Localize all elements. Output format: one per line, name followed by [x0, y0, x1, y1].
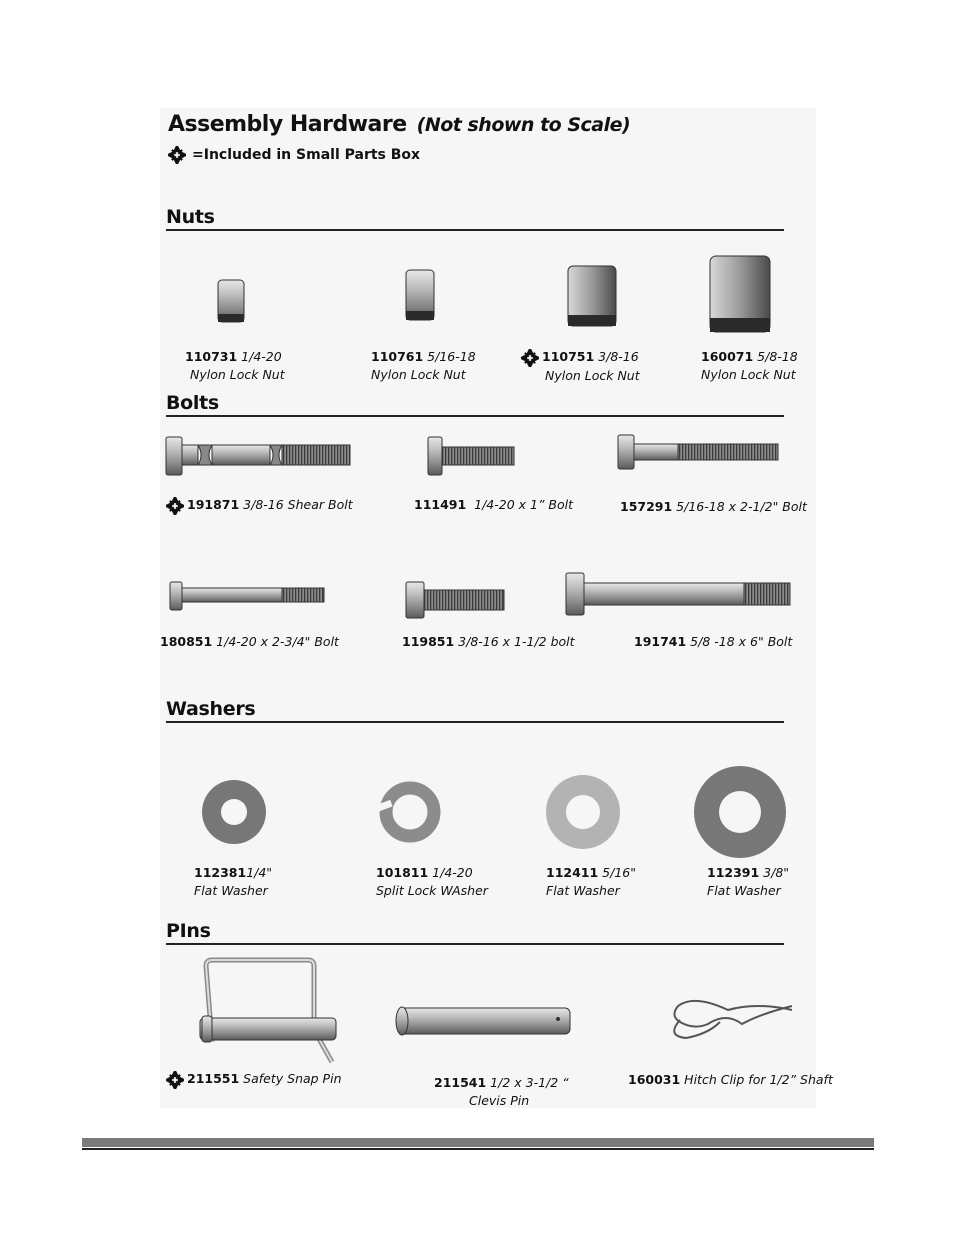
small-parts-star-icon	[168, 146, 186, 164]
pin-160031-image	[674, 1001, 792, 1038]
nut-caption-110761: 110761 5/16-18 Nylon Lock Nut	[371, 349, 476, 382]
small-parts-star-icon	[166, 497, 184, 515]
washer-caption-112411: 112411 5/16" Flat Washer	[546, 865, 636, 898]
washer-caption-101811: 101811 1/4-20 Split Lock WAsher	[376, 865, 488, 898]
nut-caption-110731: 110731 1/4-20 Nylon Lock Nut	[185, 349, 285, 382]
pin-images	[160, 950, 816, 1070]
washer-112411-image	[546, 775, 620, 849]
section-heading-pins: PIns	[166, 920, 784, 945]
bolt-caption-111491: 111491 1/4-20 x 1” Bolt	[414, 497, 574, 512]
pin-211541-image	[396, 1007, 570, 1035]
bolt-caption-157291: 157291 5/16-18 x 2-1/2" Bolt	[620, 499, 807, 514]
bolt-180851-image	[170, 582, 324, 610]
bolt-119851-image	[406, 582, 504, 618]
footer-rule	[82, 1138, 874, 1147]
pin-211551-image	[200, 960, 336, 1062]
nut-images	[160, 240, 816, 350]
washer-caption-112391: 112391 3/8" Flat Washer	[707, 865, 790, 898]
section-heading-nuts: Nuts	[166, 206, 784, 231]
legend	[168, 146, 420, 164]
bolt-caption-191871: 191871 3/8-16 Shear Bolt	[166, 496, 353, 515]
small-parts-star-icon	[166, 1071, 184, 1089]
bolt-191871-image	[166, 437, 350, 475]
nut-caption-160071: 160071 5/8-18 Nylon Lock Nut	[701, 349, 798, 382]
pin-caption-211551: 211551 Safety Snap Pin	[166, 1070, 342, 1089]
bolt-caption-119851: 119851 3/8-16 x 1-1/2 bolt	[402, 634, 575, 649]
washer-112381-image	[202, 780, 266, 844]
bolt-images	[160, 425, 816, 625]
washer-images	[160, 760, 816, 870]
nut-160071-image	[710, 256, 770, 332]
washer-112391-image	[694, 766, 786, 858]
nut-110731-image	[218, 280, 244, 322]
nut-110751-image	[568, 266, 616, 326]
bolt-111491-image	[428, 437, 514, 475]
legend-text: =Included in Small Parts Box	[192, 147, 421, 163]
page-subtitle: (Not shown to Scale)	[416, 114, 631, 136]
bolt-caption-180851: 180851 1/4-20 x 2-3/4" Bolt	[160, 634, 339, 649]
pin-caption-211541: 211541 1/2 x 3-1/2 “ Clevis Pin	[434, 1075, 569, 1108]
washer-caption-112381: 1123811/4" Flat Washer	[194, 865, 273, 898]
nut-110761-image	[406, 270, 434, 320]
footer-rule-shadow	[82, 1148, 874, 1150]
section-heading-washers: Washers	[166, 698, 784, 723]
bolt-157291-image	[618, 435, 778, 469]
washer-101811-image	[377, 788, 434, 836]
nut-caption-110751: 110751 3/8-16 Nylon Lock Nut	[521, 348, 640, 385]
bolt-caption-191741: 191741 5/8 -18 x 6" Bolt	[634, 634, 793, 649]
pin-caption-160031: 160031 Hitch Clip for 1/2” Shaft	[628, 1072, 833, 1087]
bolt-191741-image	[566, 573, 790, 615]
page-title: Assembly Hardware (Not shown to Scale)	[168, 112, 631, 137]
section-heading-bolts: Bolts	[166, 392, 784, 417]
small-parts-star-icon	[521, 349, 539, 367]
